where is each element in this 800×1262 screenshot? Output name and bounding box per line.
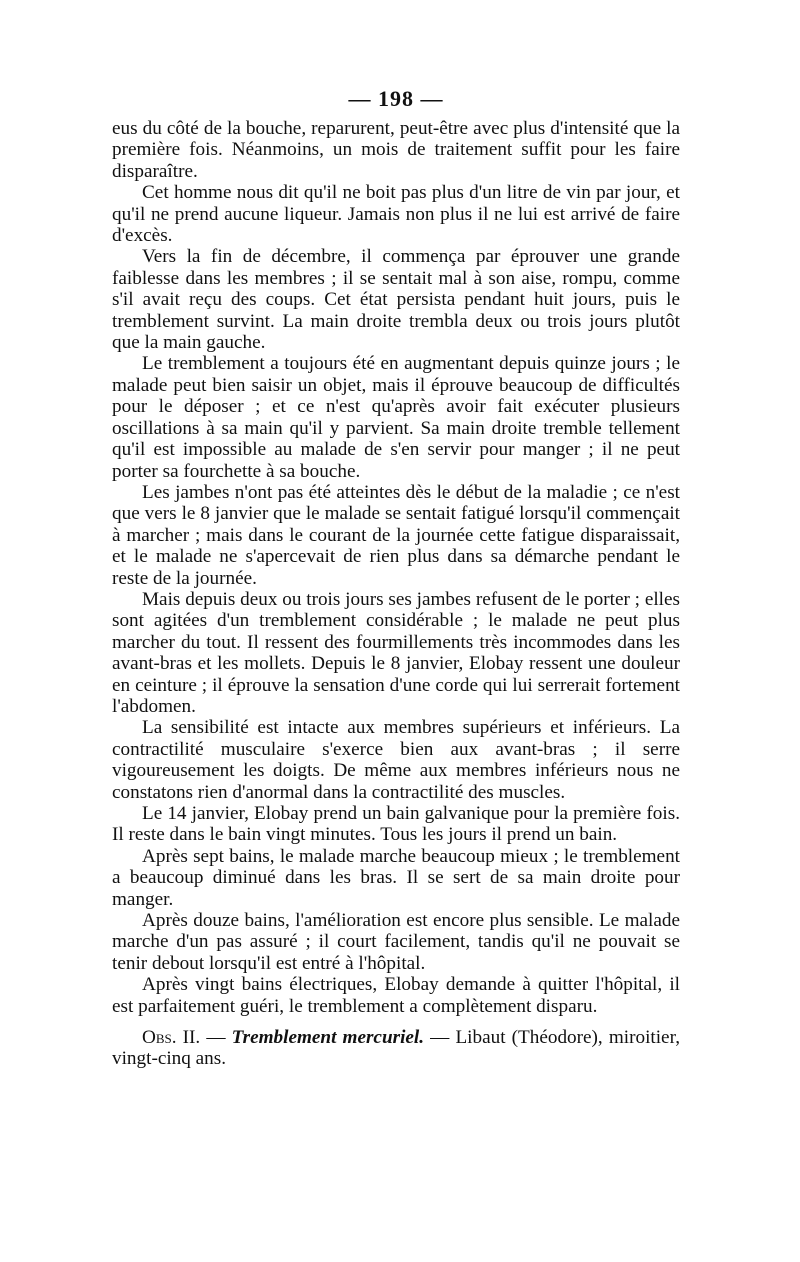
paragraph: Après douze bains, l'amélioration est encore plus sensible. Le malade marche d'un pas assuré ; il court facilement, tandis qu'il ne pouvait se tenir debout lorsqu'il est entré à l'hôpital.	[112, 910, 680, 974]
body-text	[112, 118, 680, 1017]
observation-dash: —	[424, 1027, 456, 1049]
observation-subject: Libaut (Théodore), miroitier, vingt-cinq ans.	[112, 1027, 680, 1070]
paragraph: Les jambes n'ont pas été atteintes dès le début de la maladie ; ce n'est que vers le 8 janvier que le malade se sentait fatigué lorsqu'il commençait à marcher ; mais dans le courant de la journée cette fatigue disparaissait, et le malade ne s'apercevait de rien plus dans sa démarche pendant le reste de la journée.	[112, 481, 680, 589]
observation-label: Obs. II.	[142, 1027, 201, 1049]
book-page	[112, 84, 680, 1070]
paragraph: Le tremblement a toujours été en augmentant depuis quinze jours ; le malade peut bien saisir un objet, mais il éprouve beaucoup de difficultés pour le déposer ; et ce n'est qu'après avoir fait exécuter plusieurs oscillations à sa main qu'il y parvient. Sa main droite tremble tellement qu'il est impossible au malade de s'en servir pour manger ; il ne peut porter sa fourchette à sa bouche.	[112, 353, 680, 482]
paragraph: eus du côté de la bouche, reparurent, peut-être avec plus d'intensité que la première fois. Néanmoins, un mois de traitement suffit pour les faire disparaître.	[112, 118, 680, 182]
paragraph: Le 14 janvier, Elobay prend un bain galvanique pour la première fois. Il reste dans le bain vingt minutes. Tous les jours il prend un bain.	[112, 803, 680, 846]
observation-dash: —	[200, 1027, 232, 1049]
paragraph: Après sept bains, le malade marche beaucoup mieux ; le tremblement a beaucoup diminué dans les bras. Il se sert de sa main droite pour manger.	[112, 845, 680, 910]
observation-heading	[112, 1027, 680, 1070]
paragraph: Mais depuis deux ou trois jours ses jambes refusent de le porter ; elles sont agitées d'un tremblement considérable ; le malade ne peut plus marcher du tout. Il ressent des fourmillements très incommodes dans les avant-bras et les mollets. Depuis le 8 janvier, Elobay ressent une douleur en ceinture ; il éprouve la sensation d'une corde qui lui serrerait fortement l'abdomen.	[112, 588, 680, 717]
paragraph: Cet homme nous dit qu'il ne boit pas plus d'un litre de vin par jour, et qu'il ne prend aucune liqueur. Jamais non plus il ne lui est arrivé de faire d'excès.	[112, 182, 680, 247]
page-number: — 198 —	[348, 86, 444, 111]
paragraph: Vers la fin de décembre, il commença par éprouver une grande faiblesse dans les membres ; il se sentait mal à son aise, rompu, comme s'il avait reçu des coups. Cet état persista pendant huit jours, puis le tremblement survint. La main droite trembla deux ou trois jours plutôt que la main gauche.	[112, 246, 680, 354]
paragraph: Après vingt bains électriques, Elobay demande à quitter l'hôpital, il est parfaitement guéri, le tremblement a complètement disparu.	[112, 974, 680, 1017]
observation-title: Tremblement mercuriel.	[231, 1027, 425, 1049]
paragraph: La sensibilité est intacte aux membres supérieurs et inférieurs. La contractilité musculaire s'exerce bien aux avant-bras ; il serre vigoureusement les doigts. De même aux membres inférieurs nous ne constatons rien d'anormal dans la contractilité des muscles.	[112, 717, 680, 803]
